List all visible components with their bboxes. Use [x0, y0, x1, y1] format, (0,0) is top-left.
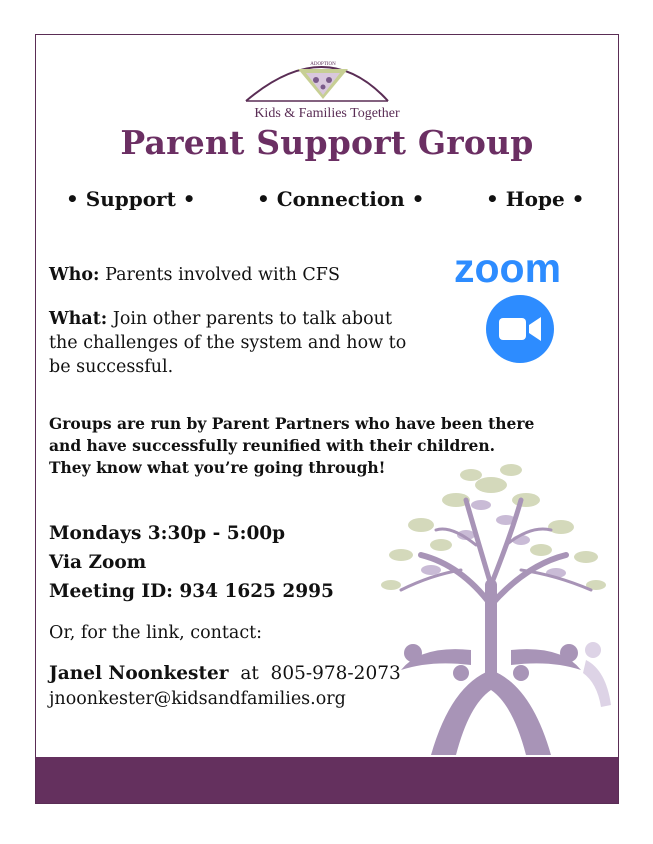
tagline-connection: • Connection • [257, 187, 425, 211]
family-tree-icon [361, 445, 619, 755]
meeting-platform: Via Zoom [49, 552, 147, 573]
groups-line-2: and have successfully reunified with their children. [49, 436, 496, 455]
svg-text:ADOPTION: ADOPTION [310, 62, 336, 67]
schedule-block [49, 519, 334, 606]
groups-line-1: Groups are run by Parent Partners who have been there [49, 414, 535, 433]
tagline-hope: • Hope • [486, 187, 585, 211]
who-label: Who: [49, 265, 100, 285]
logo [36, 45, 618, 125]
meeting-time: Mondays 3:30p - 5:00p [49, 523, 286, 544]
logo-name: Kids & Families Together [254, 106, 400, 121]
groups-line-3: They know what you’re going through! [49, 458, 386, 477]
footer-bar [36, 757, 618, 803]
contact-name: Janel Noonkester [49, 663, 229, 684]
who-line [49, 263, 340, 287]
groups-paragraph [49, 413, 534, 479]
page-title: Parent Support Group [120, 123, 534, 162]
tagline-support: • Support • [66, 187, 196, 211]
meeting-id: Meeting ID: 934 1625 2995 [49, 581, 334, 602]
what-line-1: Join other parents to talk about [107, 309, 392, 329]
contact-email[interactable]: jnoonkester@kidsandfamilies.org [49, 689, 346, 709]
video-camera-icon [485, 294, 555, 364]
contact-line [49, 662, 401, 686]
flyer [35, 34, 619, 804]
contact-intro: Or, for the link, contact: [49, 623, 263, 643]
what-line-3: be successful. [49, 357, 174, 377]
zoom-wordmark: zoom [454, 245, 562, 291]
contact-at: at [240, 663, 259, 684]
what-paragraph [49, 307, 406, 379]
what-label: What: [49, 309, 108, 329]
contact-phone[interactable]: 805-978-2073 [270, 663, 401, 684]
who-text: Parents involved with CFS [99, 265, 340, 285]
what-line-2: the challenges of the system and how to [49, 333, 407, 353]
